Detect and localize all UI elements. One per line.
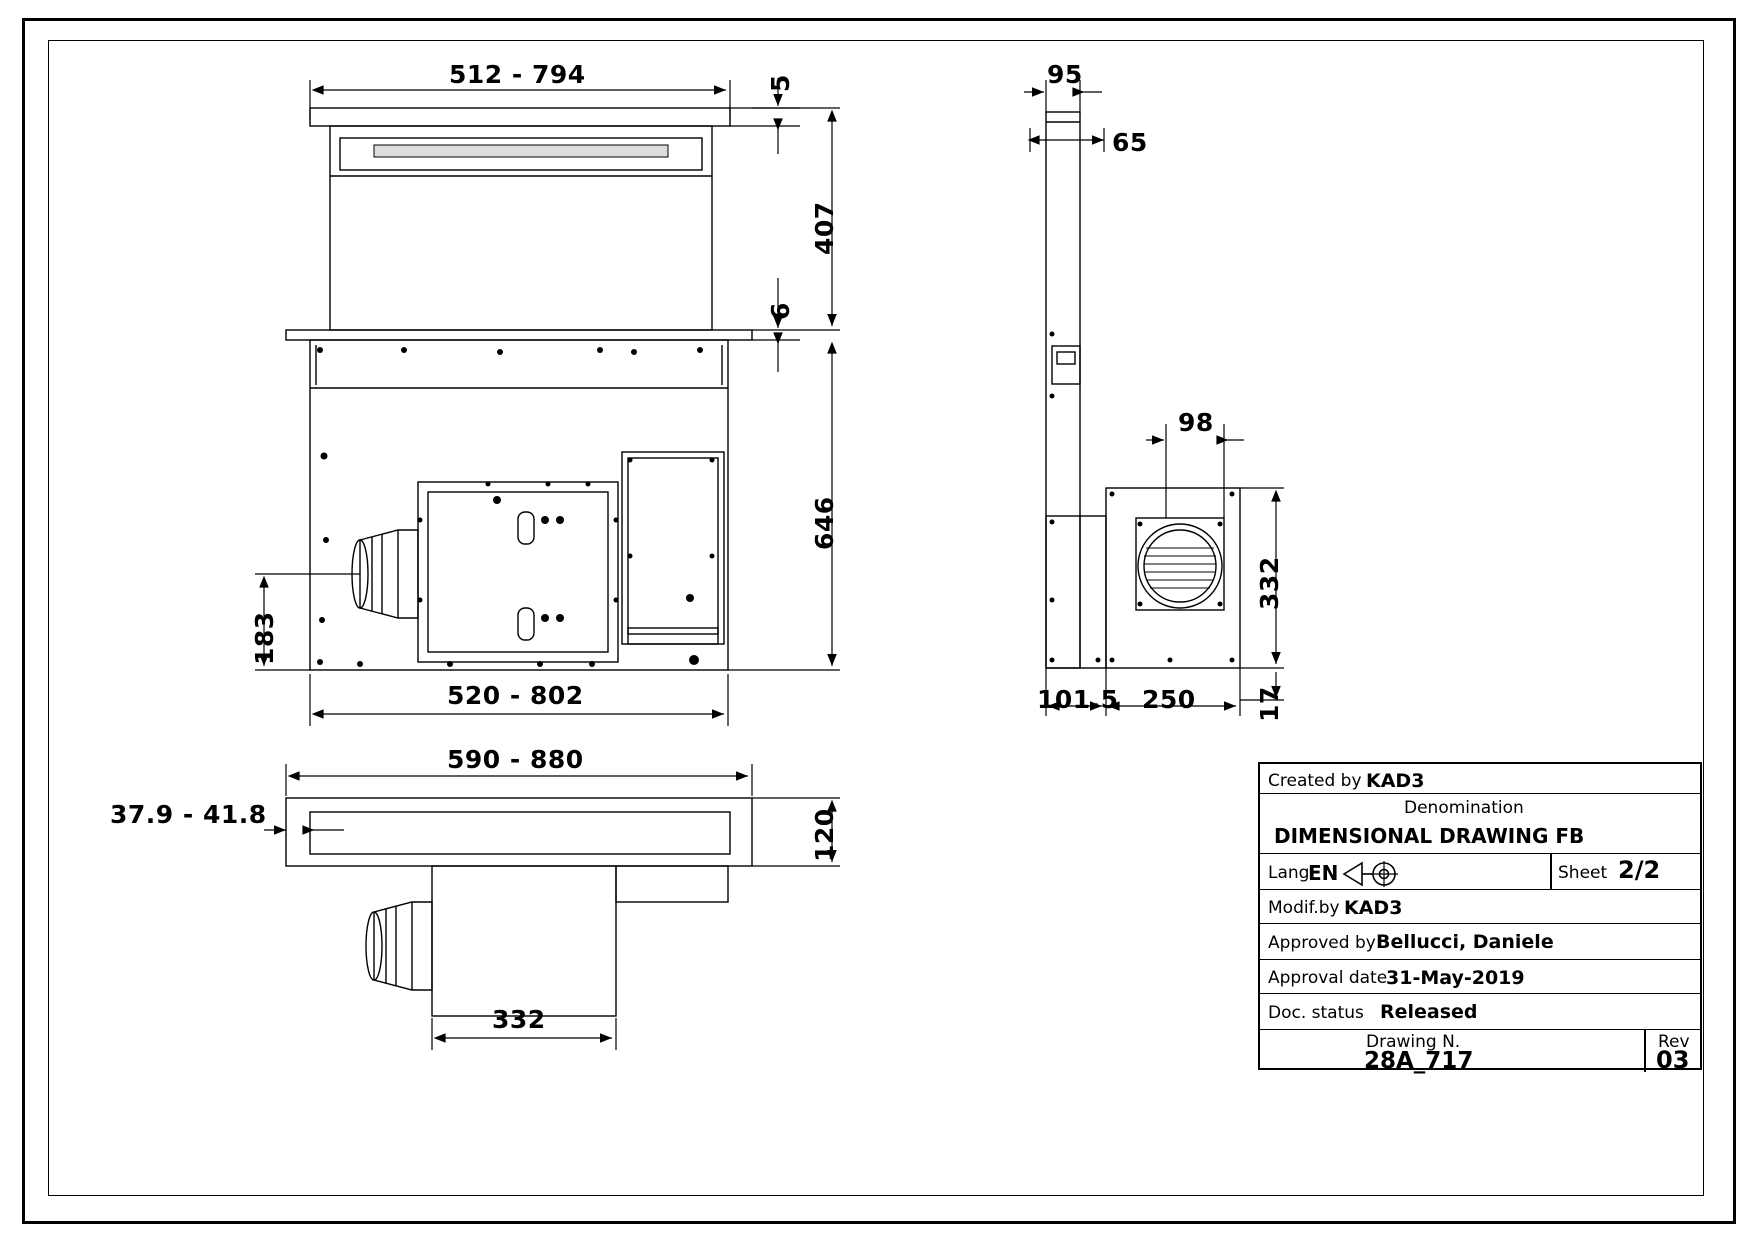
approval-date-label: Approval date [1268,968,1388,988]
lang-value: EN [1308,861,1339,885]
created-by-value: KAD3 [1366,770,1425,792]
doc-status-label: Doc. status [1268,1003,1364,1023]
approval-date-value: 31-May-2019 [1386,967,1525,989]
approved-value: Bellucci, Daniele [1376,931,1554,953]
dim-height-646: 646 [810,496,839,550]
lang-label: Lang [1268,863,1310,883]
dim-top-width: 512 - 794 [449,60,586,89]
title-divider-rev [1644,1030,1646,1072]
dim-side-101-5: 101.5 [1037,685,1119,714]
title-block [1258,762,1702,1074]
dim-side-250: 250 [1142,685,1196,714]
dim-plan-left: 37.9 - 41.8 [110,800,267,829]
dim-bottom-width: 520 - 802 [447,681,584,710]
dim-plan-height: 120 [810,808,839,862]
modif-value: KAD3 [1344,897,1403,919]
projection-symbol-icon [1342,860,1408,888]
dim-depth-183: 183 [250,611,279,665]
dim-side-332: 332 [1255,556,1284,610]
drawing-n-value: 28A_717 [1364,1048,1474,1074]
created-by-label: Created by [1268,771,1362,791]
modif-label: Modif.by [1268,898,1340,918]
dim-gap-6: 6 [766,302,795,320]
sheet-value: 2/2 [1618,856,1661,884]
title-divider-lang [1550,854,1552,890]
rev-label: Rev [1658,1032,1690,1052]
dim-side-95: 95 [1047,60,1083,89]
dim-side-65: 65 [1112,128,1148,157]
dim-thickness-top: 5 [766,74,795,92]
dim-plan-duct: 332 [492,1005,546,1034]
rev-value: 03 [1656,1046,1690,1074]
dim-plan-width: 590 - 880 [447,745,584,774]
drawing-n-label: Drawing N. [1366,1032,1461,1052]
dim-height-407: 407 [810,201,839,255]
denomination-label: Denomination [1404,798,1524,818]
denomination-value: DIMENSIONAL DRAWING FB [1274,824,1585,848]
dim-side-17: 17 [1255,686,1284,722]
dim-side-98: 98 [1178,408,1214,437]
sheet-label: Sheet [1558,863,1608,883]
approved-label: Approved by [1268,933,1376,953]
doc-status-value: Released [1380,1001,1478,1023]
